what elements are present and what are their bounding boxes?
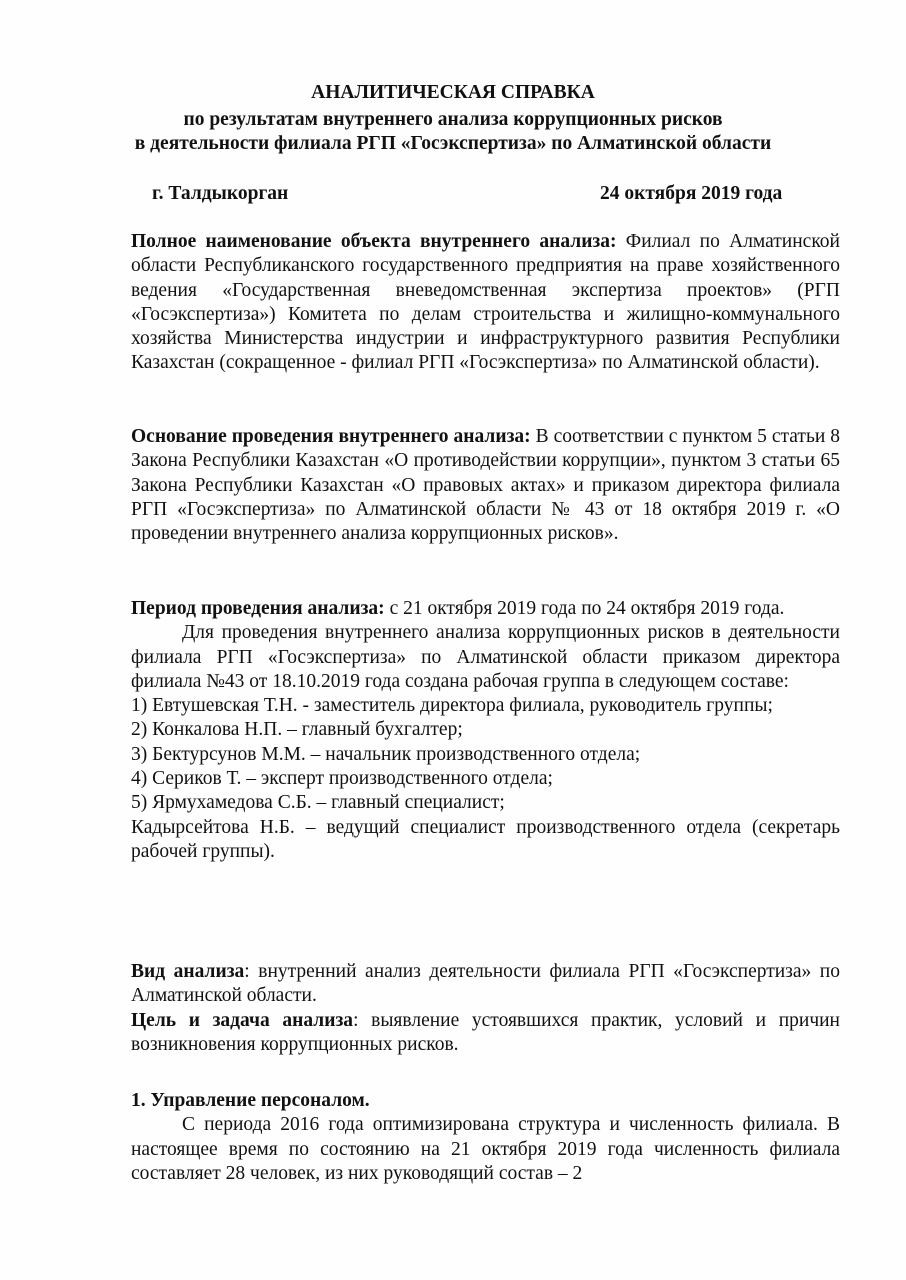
section-1-heading: 1. Управление персоналом. [131, 1090, 370, 1111]
analysis-type-paragraph [131, 960, 840, 1009]
period-and-group-block [131, 597, 840, 864]
basis-text: В соответствии с пунктом 5 статьи 8 Закона Республики Казахстан «О противодействии коррупции», пунктом 3 статьи 65 Закона Республики Казахстан «О правовых актах» и приказом директора филиала РГП «Госэкспертиза» по Алматинской области № 43 от 18 октября 2019 г. «О проведении внутреннего анализа коррупционных рисков». [131, 426, 840, 545]
member-number: 1) [131, 695, 148, 717]
section-1-text: С периода 2016 года оптимизирована структура и численность филиала. В настоящее время по состоянию на 21 октября 2019 года численность филиала составляет 28 человек, из них руководящий состав – 2 [131, 1114, 840, 1184]
document-date: 24 октября 2019 года [600, 183, 783, 204]
member-text: Сериков Т. – эксперт производственного отдела; [152, 768, 553, 790]
working-group-member [131, 694, 840, 718]
basis-paragraph [131, 425, 840, 546]
member-number: 5) [131, 792, 148, 814]
working-group-member [131, 791, 840, 815]
member-number: 2) [131, 719, 148, 741]
member-text: Евтушевская Т.Н. - заместитель директора филиала, руководитель группы; [152, 695, 773, 717]
document-subtitle-line-1: по результатам внутреннего анализа коррупционных рисков [183, 109, 723, 130]
object-text: Филиал по Алматинской области Республиканского государственного предприятия на праве хозяйственного ведения «Государственная вневедомственная экспертиза проектов» (РГП «Госэкспертиза») Комитета по делам строительства и жилищно-коммунального хозяйства Министерства индустрии и инфраструктурного развития Республики Казахстан (сокращенное - филиал РГП «Госэкспертиза» по Алматинской области). [131, 231, 840, 374]
document-city: г. Талдыкорган [152, 183, 289, 204]
analysis-type-label: Вид анализа [131, 961, 245, 982]
working-group-member [131, 767, 840, 791]
member-number: 4) [131, 768, 148, 790]
document-subtitle-line-2: в деятельности филиала РГП «Госэкспертиза» по Алматинской области [134, 133, 772, 154]
member-text: Бектурсунов М.М. – начальник производственного отдела; [152, 743, 641, 765]
goal-label: Цель и задача анализа [131, 1009, 354, 1031]
working-group-intro: Для проведения внутреннего анализа коррупционных рисков в деятельности филиала РГП «Госэкспертиза» по Алматинской области приказом директора филиала №43 от 18.10.2019 года создана рабочая группа в следующем составе: [131, 622, 840, 692]
object-label: Полное наименование объекта внутреннего анализа: [131, 231, 617, 252]
period-label: Период проведения анализа: [131, 598, 385, 619]
period-text: с 21 октября 2019 года по 24 октября 2019 года. [389, 598, 785, 619]
working-group-secretary: Кадырсейтова Н.Б. – ведущий специалист производственного отдела (секретарь рабочей группы). [131, 816, 840, 862]
goal-text: : выявление устоявшихся практик, условий и причин возникновения коррупционных рисков. [131, 1009, 840, 1055]
object-paragraph [131, 230, 840, 376]
member-number: 3) [131, 743, 148, 765]
section-1-block [131, 1089, 840, 1186]
analysis-block [131, 960, 840, 1057]
working-group-member [131, 718, 840, 742]
document-title: АНАЛИТИЧЕСКАЯ СПРАВКА [311, 82, 595, 103]
member-text: Конкалова Н.П. – главный бухгалтер; [152, 719, 463, 741]
working-group-member [131, 743, 840, 767]
member-text: Ярмухамедова С.Б. – главный специалист; [152, 792, 505, 814]
goal-paragraph [131, 1009, 840, 1058]
basis-label: Основание проведения внутреннего анализа: [131, 426, 531, 447]
period-paragraph [131, 597, 840, 621]
analysis-type-text: : внутренний анализ деятельности филиала РГП «Госэкспертиза» по Алматинской области. [131, 961, 840, 1007]
